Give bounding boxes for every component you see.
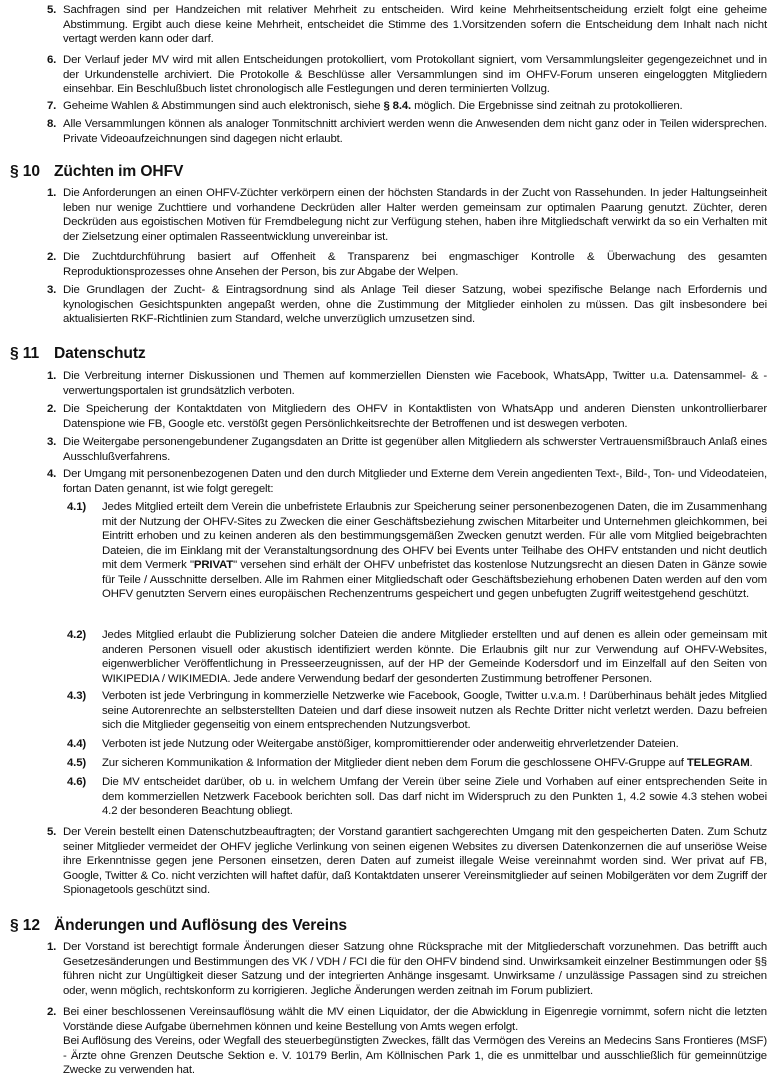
item-number: 4.6) — [67, 776, 87, 788]
item-text: Jedes Mitglied erlaubt die Publizierung solcher Dateien die andere Mitglieder erstellten und auf denen es allein oder gemeinsam mit anderen Personen visuell oder akustisch identifiziert werden könnte. Die Erlaubnis gilt nur zur Verwendung auf OHFV-Websites, eigenwerblicher Veröffentlichung in Presseerzeugnissen, auf der HP der Gemeinde Kodersdorf und im Einzelfall auf den Seiten von WIKIPEDIA / WIKIMEDIA. Jede andere Verwendung bedarf der gesonderten Zustimmung betroffener Personen. — [102, 629, 767, 685]
list-item — [49, 186, 767, 244]
item-number: 4.5) — [67, 757, 87, 769]
item-text-part: Zur sicheren Kommunikation & Information der Mitglieder dient neben dem Forum die geschlossene OHFV-Gruppe auf — [102, 757, 687, 769]
item-text-part: " versehen sind erhält der OHFV unbefristet das kostenlose Nutzungsrecht an diesen Daten in Gänze sowie für Teile / Ausschnitte derselben. Alle im Rahmen einer Mitgliedschaft oder Geschäftsbeziehung erhobenen Daten werden auf den vom OHFV genutzten Servern eines europäischen Rechenzentrums gespeichert und gegen unbefugten Zugriff weitestgehend geschützt. — [102, 559, 767, 601]
section-title: Datenschutz — [54, 345, 146, 362]
item-text: Sachfragen sind per Handzeichen mit relativer Mehrheit zu entscheiden. Wird keine Mehrheitsentscheidung erzielt folgt eine geheime Abstimmung. Ergibt auch diese keine Mehrheit, entscheidet die Stimme des 1.Vorsitzenden sofern die Entscheidung dem Inhalt nach nicht vertagt werden kann oder darf. — [63, 4, 767, 46]
item-text: Die Grundlagen der Zucht- & Eintragsordnung sind als Anlage Teil dieser Satzung, wobei spezifische Belange nach Erfordernis und kynologischen Gesichtspunkten angepaßt werden, ohne die Zustimmung der Mitglieder einholen zu müssen. Das gilt insbesondere bei aktualisierten RKF-Richtlinien zum Standard, welche unverzüglich umzusetzen sind. — [63, 284, 767, 326]
item-text: Der Verlauf jeder MV wird mit allen Entscheidungen protokolliert, vom Protokollant signiert, vom Versammlungsleiter gegengezeichnet und in der Urkundenstelle archiviert. Die Protokolle & Beschlüsse aller Versammlungen sind im OHFV-Forum unseren eingeloggten Mitgliedern einsehbar. Ein Beschlußbuch listet chronologisch alle Festlegungen und deren terminierten Vollzug. — [63, 54, 767, 96]
sub-list-item — [69, 737, 767, 752]
item-text — [63, 99, 767, 114]
item-number: 1. — [47, 370, 57, 382]
section-title: Änderungen und Auflösung des Vereins — [54, 917, 347, 934]
item-text: Alle Versammlungen können als analoger Tonmitschnitt archiviert werden wenn die Anwesenden dem nicht ganz oder in Teilen widersprechen. Private Videoaufzeichnungen sind dagegen nicht erlaubt. — [63, 118, 767, 145]
list-item — [49, 402, 767, 431]
item-number: 3. — [47, 436, 57, 448]
item-number: 1. — [47, 187, 57, 199]
item-text — [63, 1005, 767, 1078]
emphasis-text: PRIVAT — [193, 559, 234, 572]
list-item — [49, 99, 767, 114]
item-text: Der Vorstand ist berechtigt formale Änderungen dieser Satzung ohne Rücksprache mit der Mitgliederschaft vorzunehmen. Das betrifft auch Gesetzesänderungen und Bestimmungen des VK / VDH / FCI die für den OHFV bindend sind. Unwirksamkeit einzelner Bestimmungen oder §§ führen nicht zur Ungültigkeit dieser Satzung und der integrierten Anhänge insgesamt. Unwirksame / unzulässige Passagen sind zu streichen oder, wenn möglich, rechtskonform zu korrigieren. Jegliche Änderungen werden zeitnah im Forum publiziert. — [63, 941, 767, 997]
item-number: 4.2) — [67, 629, 87, 641]
item-number: 8. — [47, 118, 57, 130]
item-text-part: Bei einer beschlossenen Vereinsauflösung wählt die MV einen Liquidator, der die Abwicklung in Eigenregie vornimmt, sofern nicht die letzten Vorstände diese Aufgabe übernehmen können und keine Bestellung von Amts wegen erfolgt. — [63, 1006, 767, 1033]
item-text — [102, 500, 767, 602]
item-text-part: Bei Auflösung des Vereins, oder Wegfall des steuerbegünstigten Zweckes, fällt das Vermögen des Vereins an Medecins Sans Frontieres (MSF) - Ärzte ohne Grenzen Deutsche Sektion e. V. 10179 Berlin, Am Köllnischen Park 1, die es unmittelbar und ausschließlich für gemeinnützige Zwecke zu verwenden hat. — [63, 1035, 767, 1077]
sub-list-item — [69, 689, 767, 733]
item-number: 1. — [47, 941, 57, 953]
section-number: § 10 — [10, 163, 40, 180]
item-text: Die Zuchtdurchführung basiert auf Offenheit & Transparenz bei engmaschiger Kontrolle & Überwachung des gesamten Reproduktionsprozesses ohne Ansehen der Person, bis zur Abgabe der Welpen. — [63, 251, 767, 278]
item-text-part: . — [749, 757, 753, 769]
item-number: 5. — [47, 4, 57, 16]
item-number: 4.3) — [67, 690, 87, 702]
emphasis-text: TELEGRAM — [686, 757, 750, 769]
item-text: Die Weitergabe personengebundener Zugangsdaten an Dritte ist gegenüber allen Mitgliedern als schwerster Vertrauensmißbrauch Anlaß eines Ausschlußverfahrens. — [63, 436, 767, 463]
item-number: 6. — [47, 54, 57, 66]
list-item — [49, 825, 767, 898]
item-text: Die MV entscheidet darüber, ob u. in welchem Umfang der Verein über seine Ziele und Vorhaben auf einer entsprechenden Seite in dem kommerziellen Netzwerk Facebook berichten soll. Das darf nicht im Widerspruch zu den Punkten 1, 4.2 sowie 4.3 stehen wobei 4.2 der besonderen Beachtung obliegt. — [102, 776, 767, 818]
item-number: 5. — [47, 826, 57, 838]
item-text: Die Anforderungen an einen OHFV-Züchter verkörpern einen der höchsten Standards in der Zucht von Rassehunden. In jeder Haltungseinheit leben nur wenige Zuchttiere und vorhandene Deckrüden aller Halter werden gemeinsam zur optimalen Paarung genutzt. Züchter, deren Deckrüden aus egoistischen Motiven für Fremdbelegung nicht zur Verfügung stehen, haben ihre Mitgliedschaft verwirkt da so ein Verhalten mit der Zielsetzung einer optimalen Rasseentwicklung unvereinbar ist. — [63, 187, 767, 243]
list-item — [49, 283, 767, 327]
list-item — [49, 369, 767, 398]
item-number: 4.4) — [67, 738, 87, 750]
item-text: Die Verbreitung interner Diskussionen und Themen auf kommerziellen Diensten wie Facebook, WhatsApp, Twitter u.a. Datensammel- & -verwertungsportalen ist grundsätzlich verboten. — [63, 370, 767, 397]
section-heading — [10, 163, 183, 181]
sub-list-item — [69, 628, 767, 686]
item-text: Verboten ist jede Verbringung in kommerzielle Netzwerke wie Facebook, Google, Twitter u.v.a.m. ! Darüberhinaus behält jedes Mitglied seine Autorenrechte an selbsterstellten Dateien und darf diese insoweit nutzen als Rechte Dritter nicht verletzt werden. Dazu befreien sich die Mitglieder gegenseitig von einem entsprechenden Nutzungsverbot. — [102, 690, 767, 732]
item-number: 7. — [47, 100, 57, 112]
list-item — [49, 435, 767, 464]
section-number: § 12 — [10, 917, 40, 934]
section-number: § 11 — [10, 345, 40, 362]
list-item — [49, 940, 767, 998]
item-text: Verboten ist jede Nutzung oder Weitergabe anstößiger, kompromittierender oder anderweitig ehrverletzender Dateien. — [102, 738, 679, 750]
section-title: Züchten im OHFV — [54, 163, 184, 180]
list-item — [49, 250, 767, 279]
item-text-part: Geheime Wahlen & Abstimmungen sind auch elektronisch, siehe — [63, 100, 384, 112]
section-heading — [10, 917, 347, 935]
list-item — [49, 1005, 767, 1078]
list-item — [49, 467, 767, 496]
list-item — [49, 3, 767, 47]
item-number: 4. — [47, 468, 57, 480]
section-heading — [10, 345, 146, 363]
section-reference: § 8.4. — [383, 100, 412, 112]
item-number: 2. — [47, 251, 57, 263]
item-number: 4.1) — [67, 501, 87, 513]
item-number: 2. — [47, 403, 57, 415]
item-text: Der Umgang mit personenbezogenen Daten und den durch Mitglieder und Externe dem Verein angedienten Text-, Bild-, Ton- und Videodateien, fortan Daten genannt, ist wie folgt geregelt: — [63, 468, 767, 495]
item-text: Die Speicherung der Kontaktdaten von Mitgliedern des OHFV in Kontaktlisten von WhatsApp und anderen Diensten unkontrollierbarer Datenspione wie FB, Google etc. verstößt gegen Persönlichkeitsrechte der Betroffenen und ist deswegen verboten. — [63, 403, 767, 430]
sub-list-item — [69, 775, 767, 819]
list-item — [49, 117, 767, 146]
item-number: 3. — [47, 284, 57, 296]
item-text — [102, 756, 767, 771]
item-text-part: Jedes Mitglied erteilt dem Verein die unbefristete Erlaubnis zur Speicherung seiner personenbezogenen Daten, die im Zusammenhang mit der Nutzung der OHFV-Sites zu Zwecken die einer Geschäftsbeziehung zwischen Mitarbeiter und Unternehmen gleichkommen, bei Eintritt erhoben und zu keinen anderen als den bestimmungsgemäßen Zwecken genutzt werden. Für alle vom Mitglied beigebrachten Dateien, die im Einklang mit der Veranstaltungsordnung des OHFV bei Events unter Teilhabe des OHFV entstanden und nicht deutlich mit dem Vermerk " — [102, 501, 767, 572]
list-item — [49, 53, 767, 97]
item-text-part: möglich. Die Ergebnisse sind zeitnah zu protokollieren. — [411, 100, 683, 112]
sub-list-item — [69, 756, 767, 771]
item-text: Der Verein bestellt einen Datenschutzbeauftragten; der Vorstand garantiert sachgerechten Umgang mit den gespeicherten Daten. Zum Schutz seiner Mitglieder vermeidet der OHFV jegliche Verlinkung von seinen eigenen Websites zu diversen Datenkonzernen die auf unseriöse Weise ihre Erkenntnisse gegen jene Personen einsetzen, deren Daten auf zumeist illegale Weise vereinnahmt worden sind. Wer privat auf FB, Google, Twitter & Co. nicht verzichten will haftet dafür, daß Kontaktdaten unserer Vereinsmitglieder auf seinen Mobilgeräten vor dem Zugriff der Spionagetools geschützt sind. — [63, 826, 767, 897]
sub-list-item — [69, 500, 767, 602]
item-number: 2. — [47, 1006, 57, 1018]
